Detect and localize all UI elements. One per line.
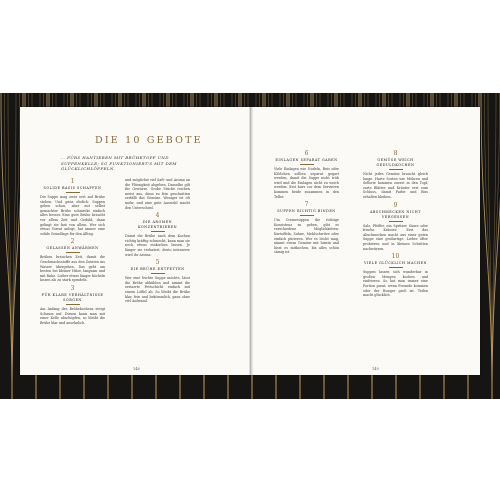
heading-rule xyxy=(300,215,314,216)
commandment-block xyxy=(40,238,105,283)
commandment-body: Salz, Pfeffer, ein Spritzer Säure oder frische Kräuter: Erst das Abschmecken macht aus einer guten Suppe eine großartige. Lieber öfter probieren und in kleinen Schritten nachwürzen. xyxy=(363,223,428,251)
commandment-number: 3 xyxy=(70,284,75,292)
right-page-number: 149 xyxy=(372,367,379,371)
commandment-number: 8 xyxy=(393,150,398,157)
heading-rule xyxy=(66,192,80,193)
book-gutter xyxy=(249,107,253,375)
commandment-block xyxy=(125,259,190,304)
commandment-body: Um Cremesuppen die richtige Konsistenz zu geben, gibt es verschiedene Möglichkeiten: Kartoffeln, Sahne, Mehlschwitze oder einfach pürieren. Wer es leicht mag, nimmt etwas Gemüse mit hinein und lässt es mitkochen, bis alles schön sämig ist. xyxy=(274,218,339,255)
heading-rule xyxy=(300,164,314,165)
commandment-block xyxy=(363,150,428,200)
heading-rule xyxy=(389,221,403,222)
commandment-heading: VIELE GLÜCKLICH MACHEN xyxy=(364,261,427,266)
heading-rule xyxy=(151,273,165,274)
heading-rule xyxy=(151,231,165,232)
commandment-number: 1 xyxy=(70,178,75,185)
heading-rule xyxy=(66,252,80,253)
commandment-body: Damit die Brühe nach dem Kochen richtig kräftig schmeckt, kann man sie noch etwas einkochen lassen. Je länger sie reduziert, desto intensiver wird ihr Aroma. xyxy=(125,234,190,257)
commandment-heading: SOLIDE BASIS SCHAFFEN xyxy=(43,186,102,190)
commandment-heading: ABSCHMECKEN NICHT VERGESSEN xyxy=(369,209,422,219)
commandment-number: 6 xyxy=(304,150,309,157)
commandment-number: 2 xyxy=(70,238,75,246)
commandment-block xyxy=(125,178,190,210)
heading-rule xyxy=(389,169,403,170)
right-column-2 xyxy=(363,150,428,300)
page-title: DIE 10 GEBOTE xyxy=(95,135,203,146)
commandment-number: 9 xyxy=(393,201,398,209)
commandment-number: 4 xyxy=(155,212,160,220)
heading-rule xyxy=(66,304,80,305)
commandment-body: Die Suppe mag zwar erst auf Brühe stehen. Und ganz ehrlich: Suppen gehen schon, aber mit selbst gemachter Brühe schmeckt einfach alles besser. Eine gute Brühe braucht vor allem Zeit und Geduld, dann gelingt sie fast von allein. Wer sich etwas Vorrat anlegt, hat immer eine solide Grundlage für den Alltag. xyxy=(40,195,105,236)
commandment-body: Brühen brauchen Zeit, damit die Geschmacksstoffe aus den Zutaten ins Wasser übergehen. Das geht am besten bei kleiner Hitze, langsam und mit Ruhe. Lieber etwas länger köcheln lassen als zu stark sprudeln. xyxy=(40,255,105,283)
left-column-2 xyxy=(125,178,190,306)
commandment-number: 5 xyxy=(155,259,160,267)
commandment-block xyxy=(274,150,339,199)
commandment-block xyxy=(40,178,105,236)
commandment-block xyxy=(363,202,428,252)
commandment-body: Am Anfang des Brühekochens steigt Schaum auf. Diesen kann man mit einer Kelle abschöpfen, so bleibt die Brühe klar und ansehnlich. xyxy=(40,306,105,325)
commandment-body: Wer eine leichte Suppe möchte, lässt die Brühe abkühlen und nimmt die erstarrte Fettschicht einfach mit einem Löffel ab. So bleibt die Brühe klar, fein und bekömmlich, ganz ohne viel Aufwand. xyxy=(125,276,190,304)
commandment-block xyxy=(363,253,428,298)
commandment-heading: GELASSEN ANWÄRMEN xyxy=(46,246,99,251)
commandment-block xyxy=(274,201,339,255)
commandment-body: Suppen lassen sich wunderbar in großen Mengen kochen und einfrieren. So hat man immer eine Portion parat, wenn Freunde kommen oder der Hunger groß ist. Teilen macht glücklich. xyxy=(363,270,428,298)
commandment-block xyxy=(40,285,105,325)
commandment-body: Viele Einlagen wie Nudeln, Reis oder Klößchen sollten separat gegart werden, damit die Suppe nicht trüb wird und die Einlagen nicht zu weich werden. Erst kurz vor dem Servieren kommen beide zusammen in den Teller. xyxy=(274,167,339,199)
gold-arc-line xyxy=(8,93,16,399)
commandment-body: und möglichst viel Saft- und Aroma an die Flüssigkeit abgeben. Dasselbe gilt für Gewürze. Grobe Stücke reichen meist aus, denn zu fein geschnitten zerfällt das Gemüse. Weniger ist oft mehr, und eine gute Auswahl macht den Unterschied. xyxy=(125,178,190,210)
commandment-heading: DIE AROMEN KONZENTRIEREN xyxy=(137,220,178,230)
commandment-heading: EINLAGEN SEPARAT GAREN xyxy=(275,158,338,162)
commandment-number: 10 xyxy=(391,253,400,261)
commandment-heading: GEMÜSE WEICH GEDULDKOCHEN xyxy=(376,158,415,167)
commandment-heading: DIE BRÜHE ENTFETTEN xyxy=(130,267,185,272)
left-page-number: 148 xyxy=(133,367,140,371)
gold-arc-line xyxy=(481,93,500,399)
commandment-block xyxy=(125,212,190,257)
commandment-body: Nicht jedes Gemüse braucht gleich lange. Harte Sorten wie Möhren und Sellerie kommen zuerst in den Topf, zarte Blätter und Kräuter erst zum Schluss, damit Farbe und Biss erhalten bleiben. xyxy=(363,172,428,199)
gold-arc-line xyxy=(488,93,496,399)
right-column-1 xyxy=(274,150,339,257)
heading-rule xyxy=(389,267,403,268)
commandment-heading: SUPPEN RICHTIG BINDEN xyxy=(277,209,336,214)
commandment-heading: FÜR KLARE VERHÄLTNISSE SORGEN xyxy=(41,292,104,302)
left-column-1 xyxy=(40,178,105,327)
intro-text: … FÜRS HANTIEREN MIT BRÜHETOPF UND SUPPENKELLE; SO FUNKTIONIERT'S MIT DEM GLÜCKLICHLÖFFELN. xyxy=(61,155,177,171)
commandment-number: 7 xyxy=(304,201,309,209)
